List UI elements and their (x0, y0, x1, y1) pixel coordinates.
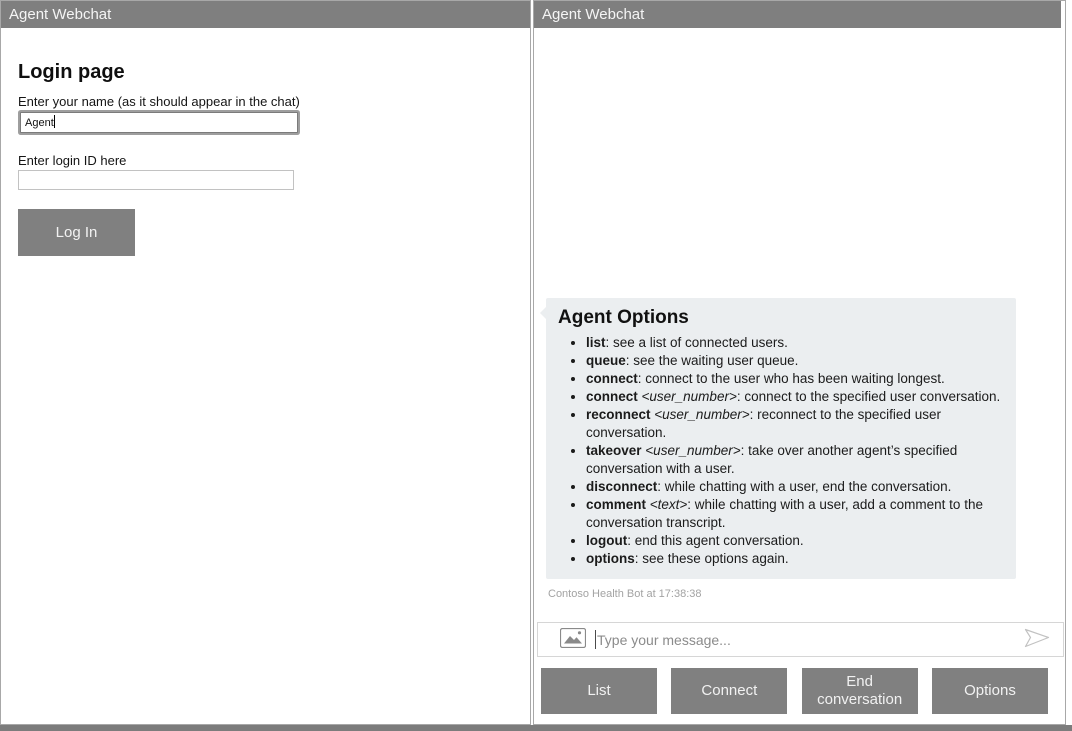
list-button[interactable]: List (541, 668, 657, 714)
option-command: queue (586, 353, 626, 368)
login-window-title: Agent Webchat (9, 6, 112, 23)
login-id-input[interactable] (18, 170, 294, 190)
bubble-tail (540, 307, 546, 319)
option-item (586, 550, 1002, 568)
option-item (586, 478, 1002, 496)
text-caret (54, 115, 55, 128)
option-command: connect (586, 389, 638, 404)
send-box (537, 622, 1064, 657)
message-timestamp: Contoso Health Bot at 17:38:38 (548, 588, 702, 600)
chat-transcript (534, 28, 1065, 622)
option-command: list (586, 335, 606, 350)
image-upload-button[interactable] (560, 629, 587, 650)
option-command: options (586, 551, 635, 566)
option-command: comment (586, 497, 647, 512)
option-arg: <text> (646, 497, 688, 512)
bottom-strip (0, 725, 1072, 731)
bot-message-bubble (546, 298, 1016, 579)
option-arg: <user_number> (637, 389, 737, 404)
option-desc: : connect to the user who has been waiting longest. (637, 371, 945, 386)
option-item (586, 496, 1002, 532)
end-conversation-button[interactable]: End conversation (802, 668, 918, 714)
send-button[interactable] (1023, 627, 1051, 652)
option-item (586, 352, 1002, 370)
options-button[interactable]: Options (932, 668, 1048, 714)
option-desc: : while chatting with a user, add a comment to the conversation transcript. (586, 497, 983, 530)
log-in-button[interactable]: Log In (18, 209, 135, 256)
webchat-window-title: Agent Webchat (542, 6, 645, 23)
image-upload-icon (560, 628, 586, 651)
login-window (0, 0, 531, 725)
command-button-row (534, 668, 1065, 714)
name-input[interactable] (20, 112, 298, 133)
option-command: reconnect (586, 407, 651, 422)
login-page-heading: Login page (18, 61, 125, 84)
option-command: logout (586, 533, 628, 548)
connect-button[interactable]: Connect (671, 668, 787, 714)
option-desc: : while chatting with a user, end the conversation. (657, 479, 952, 494)
option-desc: : see these options again. (634, 551, 789, 566)
option-item (586, 388, 1002, 406)
option-item (586, 370, 1002, 388)
agent-options-heading: Agent Options (558, 307, 689, 328)
option-command: takeover (586, 443, 642, 458)
option-desc: : end this agent conversation. (627, 533, 804, 548)
option-item (586, 334, 1002, 352)
option-item (586, 442, 1002, 478)
webchat-window (533, 0, 1066, 725)
text-caret (595, 630, 596, 649)
option-arg: <user_number> (650, 407, 750, 422)
option-item (586, 532, 1002, 550)
agent-options-list (558, 334, 1002, 568)
option-desc: : connect to the specified user conversation. (736, 389, 1001, 404)
login-window-titlebar (1, 1, 530, 28)
send-icon (1023, 627, 1051, 652)
option-desc: : reconnect to the specified user conversation. (586, 407, 941, 440)
option-desc: : see the waiting user queue. (625, 353, 799, 368)
option-command: connect (586, 371, 638, 386)
login-id-field-label: Enter login ID here (18, 153, 127, 168)
option-desc: : see a list of connected users. (605, 335, 788, 350)
option-desc: : take over another agent’s specified conversation with a user. (586, 443, 958, 476)
name-field-label: Enter your name (as it should appear in the chat) (18, 94, 300, 109)
option-command: disconnect (586, 479, 658, 494)
webchat-window-titlebar (534, 1, 1061, 28)
option-arg: <user_number> (641, 443, 741, 458)
option-item (586, 406, 1002, 442)
message-input[interactable] (595, 631, 1023, 649)
